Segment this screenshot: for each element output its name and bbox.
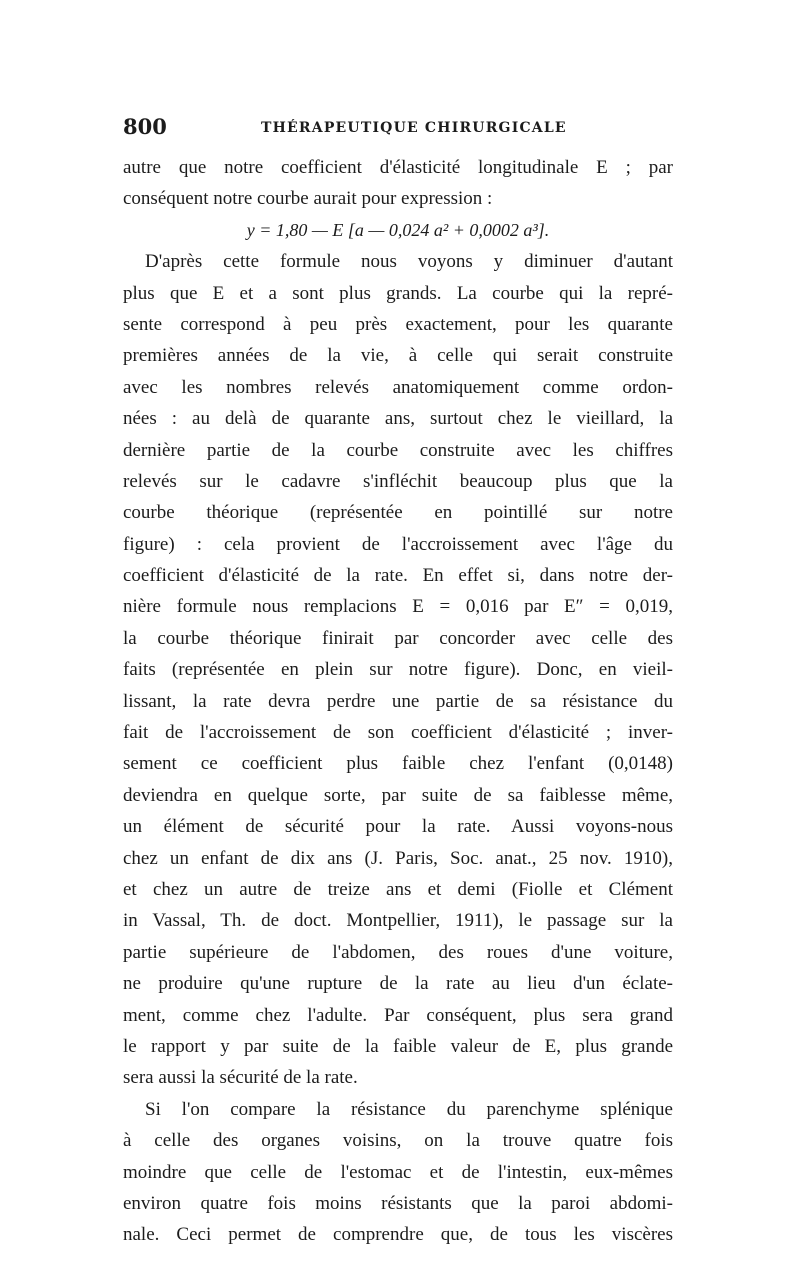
- paragraph-first-line: D'après cette formule nous voyons y diminuer d'autant: [145, 251, 673, 273]
- page-header: [123, 114, 673, 144]
- text-line: dernière partie de la courbe construite avec les chiffres: [123, 439, 673, 461]
- text-line: environ quatre fois moins résistants que la paroi abdomi-: [123, 1192, 673, 1214]
- text-line: sement ce coefficient plus faible chez l'enfant (0,0148): [123, 753, 673, 775]
- text-line: partie supérieure de l'abdomen, des roues d'une voiture,: [123, 941, 673, 963]
- text-line: deviendra en quelque sorte, par suite de sa faiblesse même,: [123, 784, 673, 806]
- text-line: ment, comme chez l'adulte. Par conséquent, plus sera grand: [123, 1004, 673, 1026]
- running-title: THÉRAPEUTIQUE CHIRURGICALE: [261, 120, 567, 136]
- text-line: premières années de la vie, à celle qui serait construite: [123, 345, 673, 367]
- text-line: et chez un autre de treize ans et demi (Fiolle et Clément: [123, 878, 673, 900]
- text-line: nées : au delà de quarante ans, surtout chez le vieillard, la: [123, 408, 673, 430]
- text-line: fait de l'accroissement de son coefficient d'élasticité ; inver-: [123, 722, 673, 744]
- body-text: [123, 152, 673, 1251]
- text-line: nale. Ceci permet de comprendre que, de tous les viscères: [123, 1224, 673, 1246]
- text-line: courbe théorique (représentée en pointillé sur notre: [123, 502, 673, 524]
- text-line: un élément de sécurité pour la rate. Aussi voyons-nous: [123, 816, 673, 838]
- paragraph-first-line: Si l'on compare la résistance du parenchyme splénique: [145, 1098, 673, 1120]
- text-line: conséquent notre courbe aurait pour expression :: [123, 188, 493, 210]
- text-line: avec les nombres relevés anatomiquement comme ordon-: [123, 376, 673, 398]
- text-line: autre que notre coefficient d'élasticité longitudinale E ; par: [123, 157, 673, 178]
- text-line: coefficient d'élasticité de la rate. En effet si, dans notre der-: [123, 565, 673, 587]
- text-line: la courbe théorique finirait par concorder avec celle des: [123, 627, 673, 649]
- text-line: faits (représentée en plein sur notre figure). Donc, en vieil-: [123, 659, 673, 681]
- text-line: lissant, la rate devra perdre une partie de sa résistance du: [123, 690, 673, 712]
- text-line: figure) : cela provient de l'accroissement avec l'âge du: [123, 533, 673, 555]
- formula: y = 1,80 — E [a — 0,024 a² + 0,0002 a³].: [246, 219, 550, 240]
- text-line: in Vassal, Th. de doct. Montpellier, 1911), le passage sur la: [123, 910, 673, 932]
- page-number: 800: [123, 114, 167, 139]
- text-line: le rapport y par suite de la faible valeur de E, plus grande: [123, 1035, 673, 1057]
- text-line: relevés sur le cadavre s'infléchit beaucoup plus que la: [123, 470, 673, 492]
- text-line: à celle des organes voisins, on la trouve quatre fois: [123, 1130, 673, 1152]
- text-line: nière formule nous remplacions E = 0,016 par E″ = 0,019,: [123, 596, 673, 618]
- text-line: ne produire qu'une rupture de la rate au lieu d'un éclate-: [123, 973, 673, 995]
- paragraph-last-line: sera aussi la sécurité de la rate.: [123, 1067, 358, 1089]
- text-line: moindre que celle de l'estomac et de l'intestin, eux-mêmes: [123, 1161, 673, 1183]
- text-line: plus que E et a sont plus grands. La courbe qui la repré-: [123, 282, 673, 304]
- text-line: sente correspond à peu près exactement, pour les quarante: [123, 313, 673, 335]
- text-line: chez un enfant de dix ans (J. Paris, Soc. anat., 25 nov. 1910),: [123, 847, 673, 869]
